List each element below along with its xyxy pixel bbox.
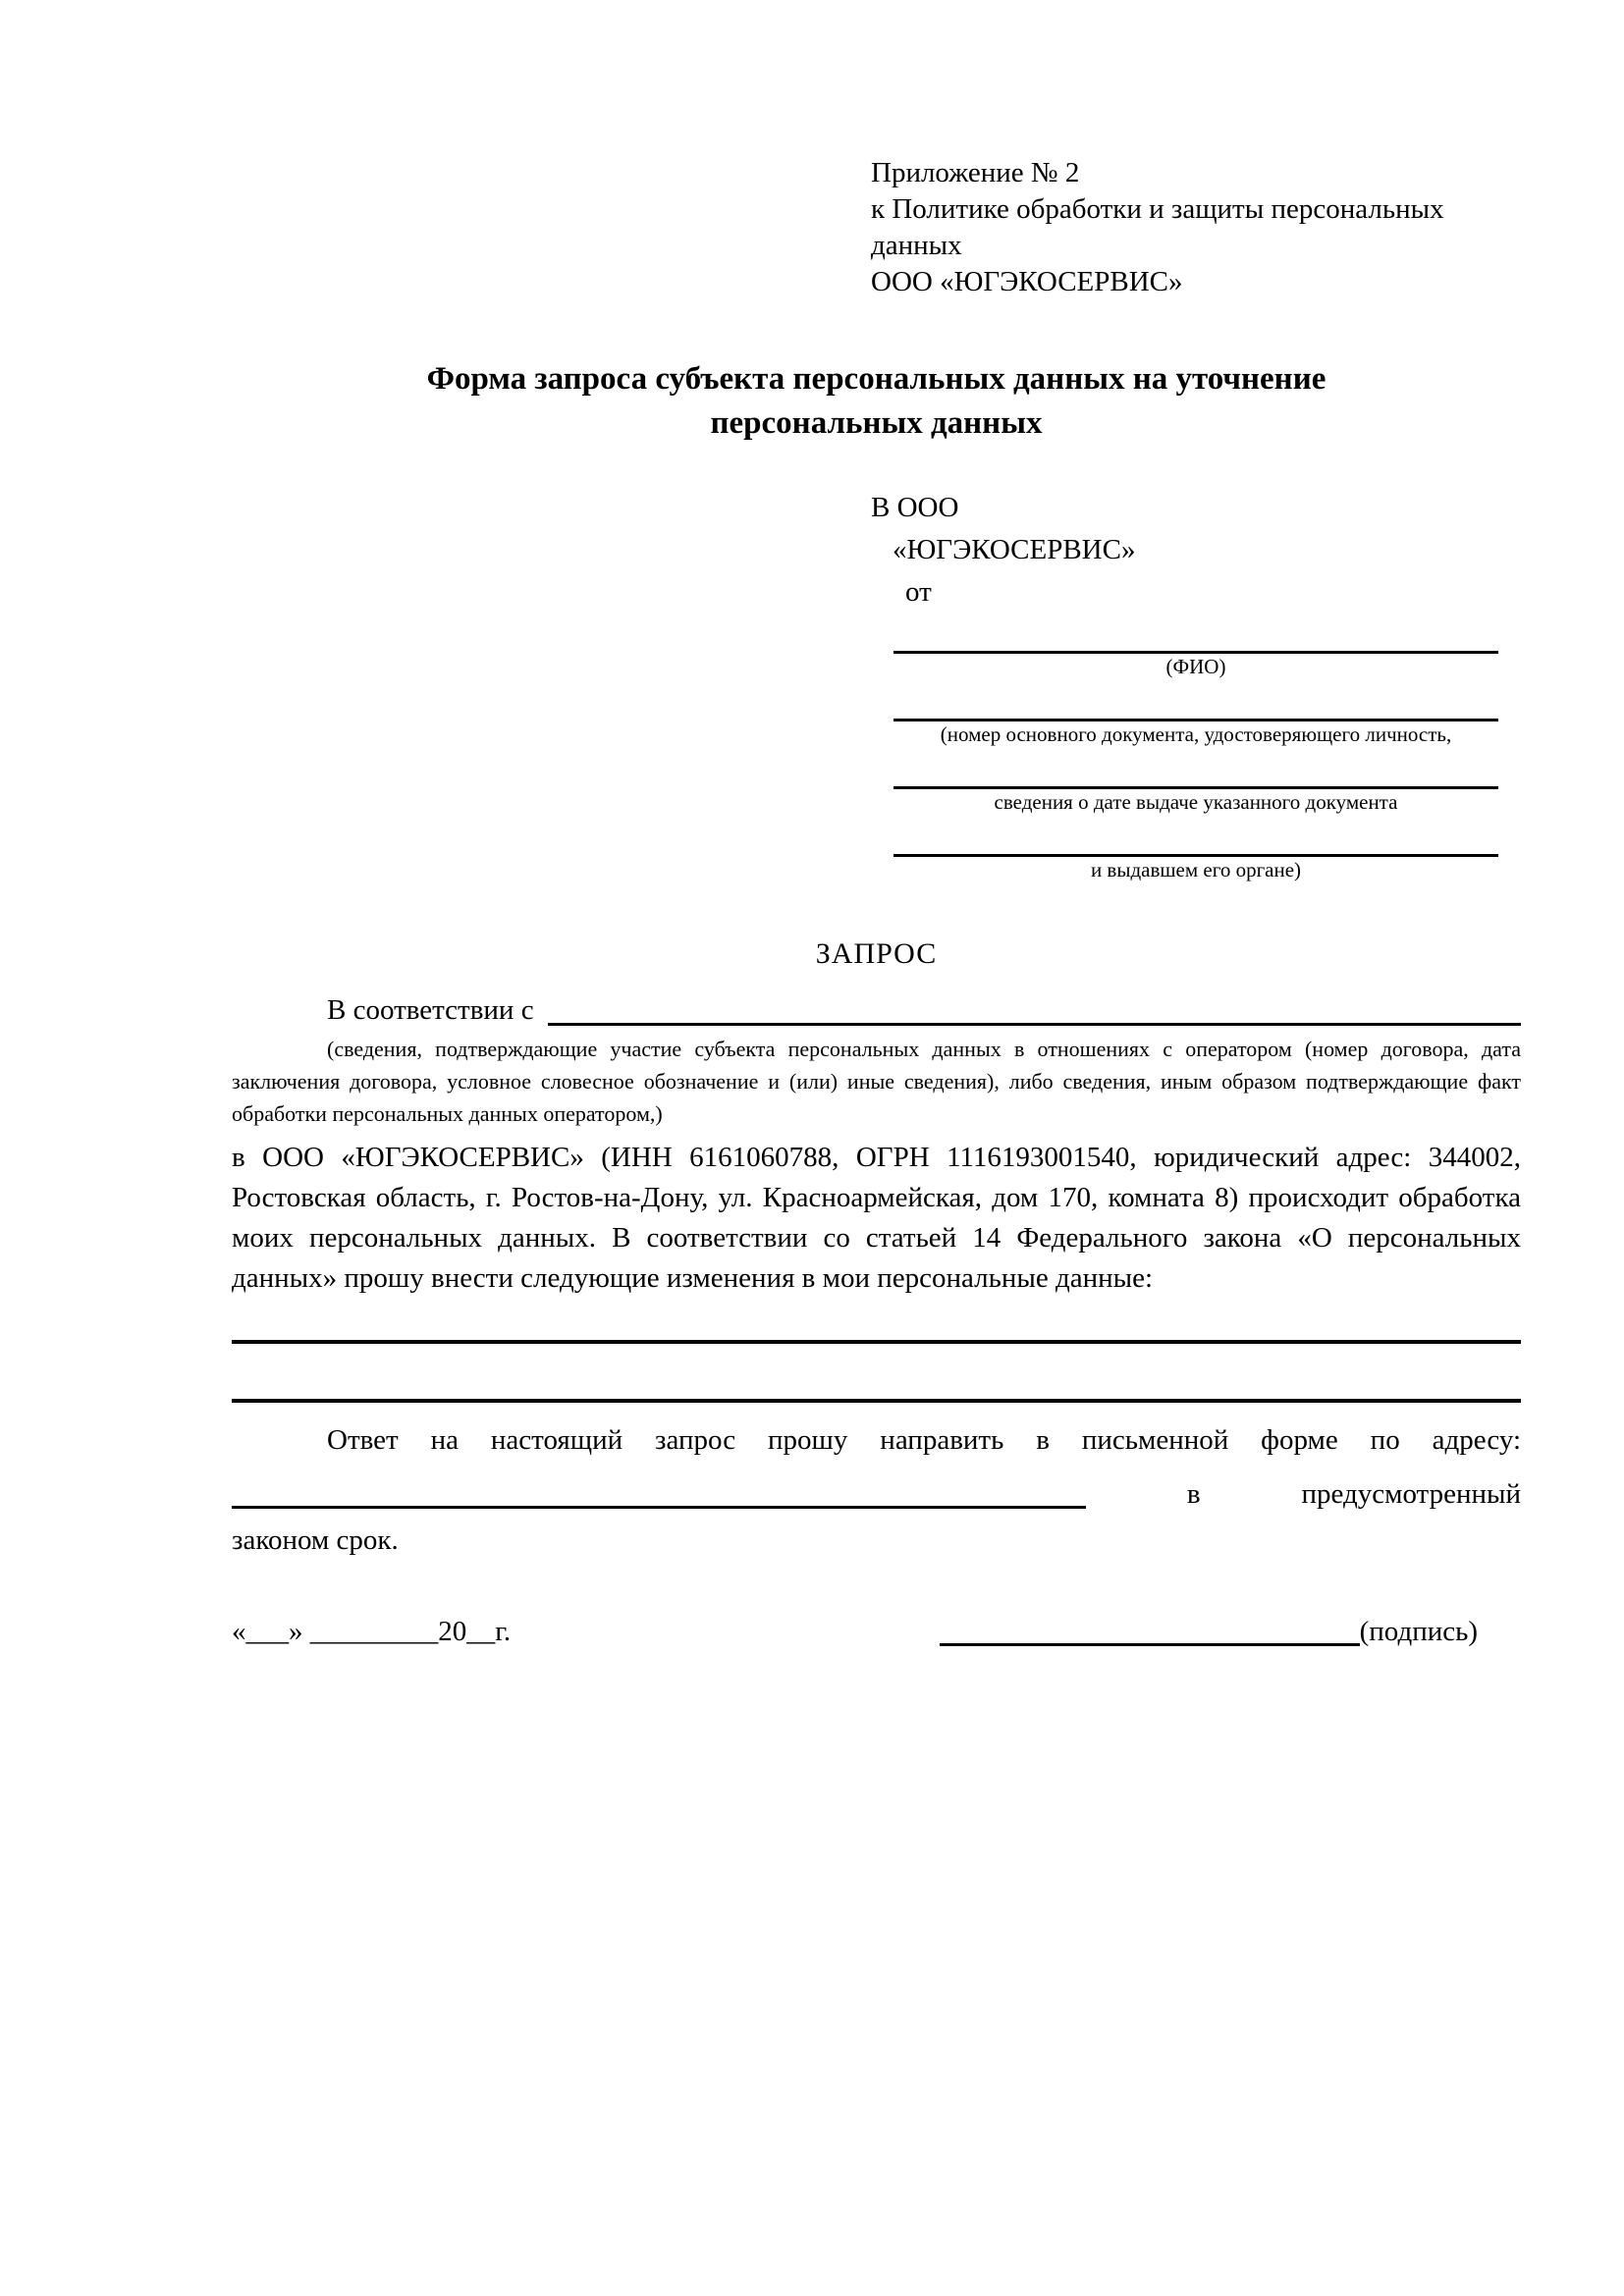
intro-label: В соответствии с — [327, 994, 534, 1026]
date-line: «___» _________20__г. — [232, 1616, 512, 1647]
appendix-line-3: ООО «ЮГЭКОСЕРВИС» — [871, 266, 1183, 297]
basis-blank-line — [548, 1023, 1521, 1026]
fio-field-caption: (ФИО) — [1165, 655, 1226, 678]
issuing-authority-field-caption: и выдавшем его органе) — [1090, 858, 1302, 881]
reply-instruction: Ответ на настоящий запрос прошу направить в письменной форме по адресу: — [327, 1424, 1521, 1456]
request-heading: ЗАПРОС — [815, 937, 938, 970]
changes-blank-line-2 — [232, 1399, 1521, 1403]
addressee-org-line-2: «ЮГЭКОСЕРВИС» — [893, 534, 1136, 565]
reply-address-blank-line — [232, 1506, 1086, 1509]
signature-caption: (подпись) — [1359, 1616, 1478, 1647]
request-body-paragraph: в ООО «ЮГЭКОСЕРВИС» (ИНН 6161060788, ОГРН 1116193001540, юридический адрес: 344002, Ростовская область, г. Ростов-на-Дону, ул. Красноармейская, дом 170, комната 8) происходит обработка моих персональных данных. В соответствии со статьей 14 Федерального закона «О персональных данных» прошу внести следующие изменения в мои персональные данные: — [232, 1142, 1521, 1294]
signature-row — [232, 1612, 1521, 1652]
addressee-field-fio — [893, 651, 1498, 679]
appendix-line-1: Приложение № 2 — [871, 157, 1080, 188]
reply-tail: законом срок. — [232, 1524, 399, 1556]
form-title: Форма запроса субъекта персональных данных на уточнение персональных данных — [426, 361, 1326, 441]
reply-suffix-word-2: предусмотренный — [1301, 1478, 1521, 1510]
issue-date-field-caption: сведения о дате выдаче указанного документа — [994, 790, 1398, 814]
appendix-line-2: к Политике обработки и защиты персональных данных — [871, 193, 1444, 261]
addressee-field-issuing-authority — [893, 854, 1498, 882]
document-number-field-caption: (номер основного документа, удостоверяющего личность, — [940, 722, 1452, 746]
addressee-fields — [893, 651, 1498, 882]
signature-area — [940, 1612, 1478, 1652]
addressee-field-document-number — [893, 719, 1498, 747]
fine-print-note: (сведения, подтверждающие участие субъекта персональных данных в отношениях с оператором (номер договора, дата заключения договора, условное словесное обозначение и (или) иные сведения), либо сведения, иным образом подтверждающие факт обработки персональных данных оператором,) — [232, 1037, 1521, 1126]
from-label: от — [905, 576, 932, 608]
request-intro — [232, 990, 1521, 1031]
addressee-block — [871, 487, 1498, 882]
addressee-org-line-1: В ООО — [871, 492, 959, 523]
signature-blank-line — [940, 1643, 1360, 1646]
reply-suffix-word-1: в — [1186, 1478, 1201, 1510]
addressee-field-issue-date — [893, 786, 1498, 815]
reply-address-row — [232, 1474, 1521, 1515]
changes-blank-line-1 — [232, 1340, 1521, 1344]
appendix-header — [871, 0, 1482, 300]
